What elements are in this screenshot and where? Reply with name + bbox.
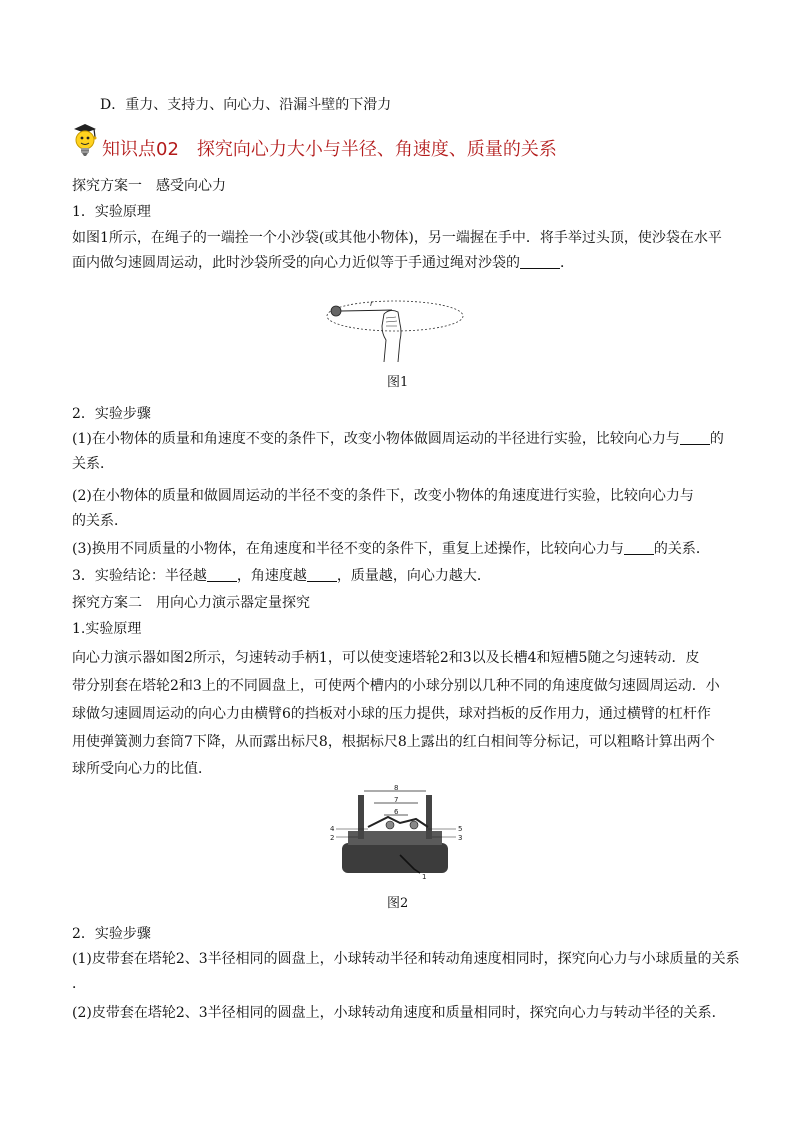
figure2-demonstrator (328, 785, 468, 885)
figure-label: 7 (394, 796, 399, 804)
plan1-title: 探究方案一 感受向心力 (72, 178, 226, 194)
answer-blank[interactable] (624, 540, 654, 555)
section-number: 知识点02 (102, 139, 179, 160)
plan2-principle-heading: 1.实验原理 (72, 621, 142, 637)
plan2-step2: (2)皮带套在塔轮2、3半径相同的圆盘上，小球转动角速度和质量相同时，探究向心力与转动半径的关系． (72, 1005, 726, 1021)
lightbulb-icon (70, 120, 100, 160)
left-sleeve (358, 795, 364, 839)
hand-outline (382, 310, 401, 362)
section-title-text: 探究向心力大小与半径、角速度、质量的关系 (196, 139, 557, 160)
plan1-step2-cont: 的关系． (72, 513, 128, 529)
circular-path (327, 301, 463, 331)
plan1-steps-heading: 2．实验步骤 (72, 406, 151, 422)
section-title (102, 138, 557, 162)
figure-label: 1 (422, 873, 427, 881)
figure2-caption: 图2 (387, 896, 409, 911)
radius-label: r (370, 299, 374, 308)
ball-left (386, 821, 394, 829)
figure1-sandbag-diagram (320, 290, 470, 368)
plan1-principle-heading: 1．实验原理 (72, 204, 151, 220)
plan1-principle-line2: 面内做匀速圆周运动，此时沙袋所受的向心力近似等于手通过绳对沙袋的 ． (72, 255, 574, 271)
figure-label: 6 (394, 808, 399, 816)
plan1-step1: (1)在小物体的质量和角速度不变的条件下，改变小物体做圆周运动的半径进行实验，比较向心力与 的 (72, 431, 724, 447)
plan2-steps-heading: 2．实验步骤 (72, 926, 151, 942)
plan2-principle-line2: 带分别套在塔轮2和3上的不同圆盘上，可使两个槽内的小球分别以几种不同的角速度做匀速圆周运动．小 (72, 678, 720, 694)
answer-blank[interactable] (520, 254, 560, 269)
option-d: D．重力、支持力、向心力、沿漏斗壁的下滑力 (100, 97, 392, 113)
figure1-caption: 图1 (387, 375, 409, 390)
plan1-conclusion: 3．实验结论：半径越 ，角速度越 ，质量越，向心力越大． (72, 568, 491, 584)
plan1-principle-line1: 如图1所示，在绳子的一端拴一个小沙袋(或其他小物体)，另一端握在手中．将手举过头顶，使沙袋在水平 (72, 230, 722, 246)
plan1-step2: (2)在小物体的质量和做圆周运动的半径不变的条件下，改变小物体的角速度进行实验，比较向心力与 (72, 488, 694, 504)
figure-label: 8 (394, 785, 399, 792)
plan2-step1: (1)皮带套在塔轮2、3半径相同的圆盘上，小球转动半径和转动角速度相同时，探究向心力与小球质量的关系 (72, 951, 740, 967)
figure-label: 2 (330, 834, 335, 842)
figure-label: 3 (458, 834, 463, 842)
right-sleeve (426, 795, 432, 839)
plan2-principle-line1: 向心力演示器如图2所示，匀速转动手柄1，可以使变速塔轮2和3以及长槽4和短槽5随之匀速转动．皮 (72, 650, 700, 666)
hand-fingers (386, 317, 397, 326)
lever-arms (368, 817, 428, 827)
plan1-step1-cont: 关系． (72, 456, 114, 472)
section-heading (70, 120, 710, 164)
plan2-principle-line4: 用使弹簧测力套筒7下降，从而露出标尺8，根据标尺8上露出的红白相间等分标记，可以粗略计算出两个 (72, 734, 715, 750)
base (342, 843, 448, 873)
ball-right (410, 821, 418, 829)
answer-blank[interactable] (307, 567, 337, 582)
figure-label: 5 (458, 825, 463, 833)
plan1-step3: (3)换用不同质量的小物体，在角速度和半径不变的条件下，重复上述操作，比较向心力与 的关系． (72, 541, 710, 557)
rope (341, 310, 392, 311)
sandbag (331, 306, 341, 316)
answer-blank[interactable] (207, 567, 237, 582)
plan2-principle-line5: 球所受向心力的比值． (72, 761, 212, 777)
answer-blank[interactable] (680, 430, 710, 445)
plan2-principle-line3: 球做匀速圆周运动的向心力由横臂6的挡板对小球的压力提供，球对挡板的反作用力，通过横臂的杠杆作 (72, 706, 711, 722)
plan2-step1-cont: ． (72, 976, 86, 992)
figure-label: 4 (330, 825, 335, 833)
plan2-title: 探究方案二 用向心力演示器定量探究 (72, 595, 310, 611)
